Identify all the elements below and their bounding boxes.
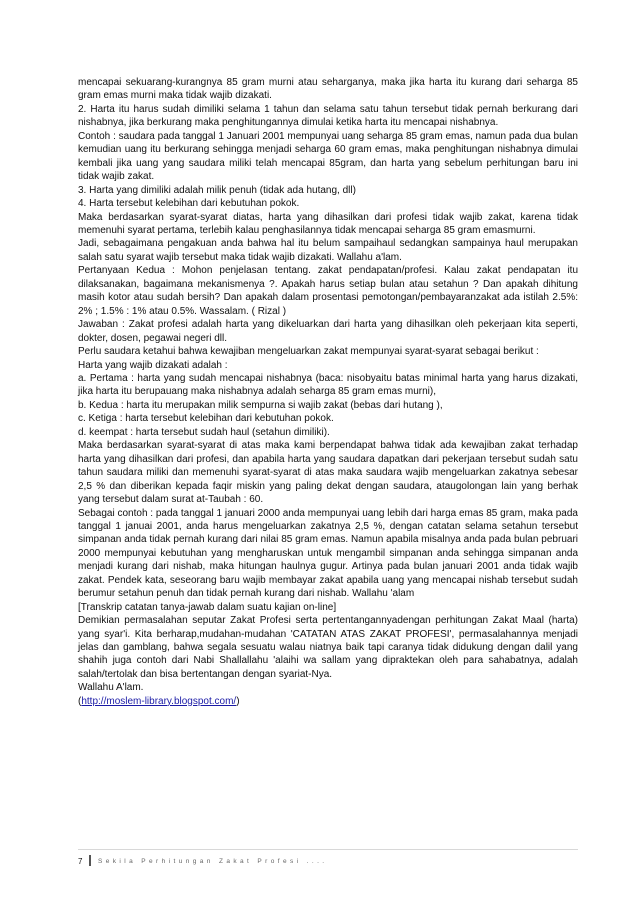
paragraph: Pertanyaan Kedua : Mohon penjelasan tentang. zakat pendapatan/profesi. Kalau zakat pendapatan itu dilaksanakan, bagaimana mekanismenya ?. Apakah harus setiap bulan atau setahun ? Dan apakah dihitung masih kotor atau sudah bersih? Dan apakah dalam prosentasi pemotongan/pembayaranzakat ada istilah 2.5%: 2% ; 1.5% : 1% atau 0.5%. Wassalam. ( Rizal ) bbox=[78, 265, 578, 317]
paragraph: Demikian permasalahan seputar Zakat Profesi serta pertentangannyadengan perhitungan Zakat Maal (harta) yang syar'i. Kita berharap,mudahan-mudahan 'CATATAN ATAS ZAKAT PROFESI', permasalahannya menjadi jelas dan gamblang, bahwa segala sesuatu walau niatnya baik tapi caranya tidak didukung dengan dalil yang shahih juga contoh dari Nabi Shallallahu 'alaihi wa sallam yang dipraktekan oleh para sahabatnya, adalah salah/tertolak dan bisa bertentangan dengan syariat-Nya. bbox=[78, 615, 578, 680]
page-number: 7 bbox=[78, 857, 83, 866]
paragraph: [Transkrip catatan tanya-jawab dalam suatu kajian on-line] bbox=[78, 601, 337, 613]
paragraph: Perlu saudara ketahui bahwa kewajiban mengeluarkan zakat mempunyai syarat-syarat sebagai berikut : bbox=[78, 346, 539, 358]
paragraph: b. Kedua : harta itu merupakan milik sempurna si wajib zakat (bebas dari hutang ), bbox=[78, 399, 443, 411]
paragraph: mencapai sekuarang-kurangnya 85 gram murni atau seharganya, maka jika harta itu kurang dari seharga 85 gram emas murni maka tidak wajib dizakati. bbox=[78, 77, 578, 102]
paragraph: Maka berdasarkan syarat-syarat diatas, harta yang dihasilkan dari profesi tidak wajib zakat, karena tidak memenuhi syarat pertama, terlebih kalau penghasilannya tidak mencapai seharga 85 gram emasmurni. bbox=[78, 211, 578, 236]
source-link[interactable]: http://moslem-library.blogspot.com/ bbox=[81, 695, 237, 707]
paragraph: Wallahu A'lam. bbox=[78, 682, 144, 694]
footer-title: Sekila Perhitungan Zakat Profesi .... bbox=[98, 858, 328, 865]
source-line bbox=[78, 695, 578, 708]
paragraph: Sebagai contoh : pada tanggal 1 januari 2000 anda mempunyai uang lebih dari harga emas 85 gram, maka pada tanggal 1 januai 2001, anda harus mengeluarkan zakatnya 2,5 %, dengan catatan selama setahun tersebut simpanan anda tidak pernah kurang dari nilai 85 gram emas. Namun apabila misalnya anda pada bulan pebruari 2000 mempunyai kebutuhan yang mengharuskan untuk mengambil simpanan anda sehingga simpanan anda menjadi kurang dari nishab, maka hitungan haulnya gugur. Artinya pada bulan januari 2001 anda tidak wajib zakat. Pendek kata, seseorang baru wajib membayar zakat apabila uang yang mencapai nishab tersebut sudah berumur setahun penuh dan tidak pernah kurang dari nishab. Wallahu 'alam bbox=[78, 507, 578, 600]
source-paren-open: ( bbox=[78, 695, 82, 707]
paragraph: 4. Harta tersebut kelebihan dari kebutuhan pokok. bbox=[78, 198, 300, 210]
paragraph: Jadi, sebagaimana pengakuan anda bahwa hal itu belum sampaihaul sedangkan sampainya haul merupakan salah satu syarat wajib tersebut maka tidak wajib dizakati. Wallahu a'lam. bbox=[78, 238, 578, 263]
paragraph: 2. Harta itu harus sudah dimiliki selama 1 tahun dan selama satu tahun tersebut tidak pernah berkurang dari nishabnya, jika berkurang maka penghitungannya dimulai ketika harta itu mencapai nishabnya. bbox=[78, 103, 578, 129]
paragraph: a. Pertama : harta yang sudah mencapai nishabnya (baca: nisobyaitu batas minimal harta yang harus dizakati, jika harta itu berupauang maka nishabnya adalah seharga 85 gram emas murni), bbox=[78, 372, 578, 398]
paragraph: Maka berdasarkan syarat-syarat di atas maka kami berpendapat bahwa tidak ada kewajiban zakat terhadap harta yang dihasilkan dari profesi, dan apabila harta yang saudara dapatkan dari pekerjaan tersebut sudah satu tahun saudara miliki dan memenuhi syarat-syarat di atas maka saudara wajib mengeluarkan zakatnya sebesar 2,5 % dan diberikan kepada faqir miskin yang paling dekat dengan saudara, ataugolongan lain yang berhak yang tersebut dalam surat at-Taubah : 60. bbox=[78, 440, 578, 506]
footer-divider bbox=[89, 855, 91, 866]
document-body bbox=[78, 76, 578, 708]
page-footer bbox=[78, 849, 578, 870]
paragraph: Contoh : saudara pada tanggal 1 Januari 2001 mempunyai uang seharga 85 gram emas, namun pada dua bulan kemudian uang itu berkurang sehingga menjadi seharga 60 gram emas, maka penghitungan nishabnya dimulai kembali jika uang yang saudara miliki telah mencapai 85gram, dan harta yang sebelum perhitungan baru ini tidak wajib zakat. bbox=[78, 130, 578, 183]
paragraph: d. keempat : harta tersebut sudah haul (setahun dimiliki). bbox=[78, 426, 330, 438]
paragraph: 3. Harta yang dimiliki adalah milik penuh (tidak ada hutang, dll) bbox=[78, 184, 356, 196]
paragraph: c. Ketiga : harta tersebut kelebihan dari kebutuhan pokok. bbox=[78, 413, 334, 425]
paragraph: Harta yang wajib dizakati adalah : bbox=[78, 359, 228, 371]
source-paren-close: ) bbox=[236, 695, 240, 707]
paragraph: Jawaban : Zakat profesi adalah harta yang dikeluarkan dari harta yang dihasilkan oleh pekerjaan kita seperti, dokter, dosen, pegawai negeri dll. bbox=[78, 319, 578, 344]
